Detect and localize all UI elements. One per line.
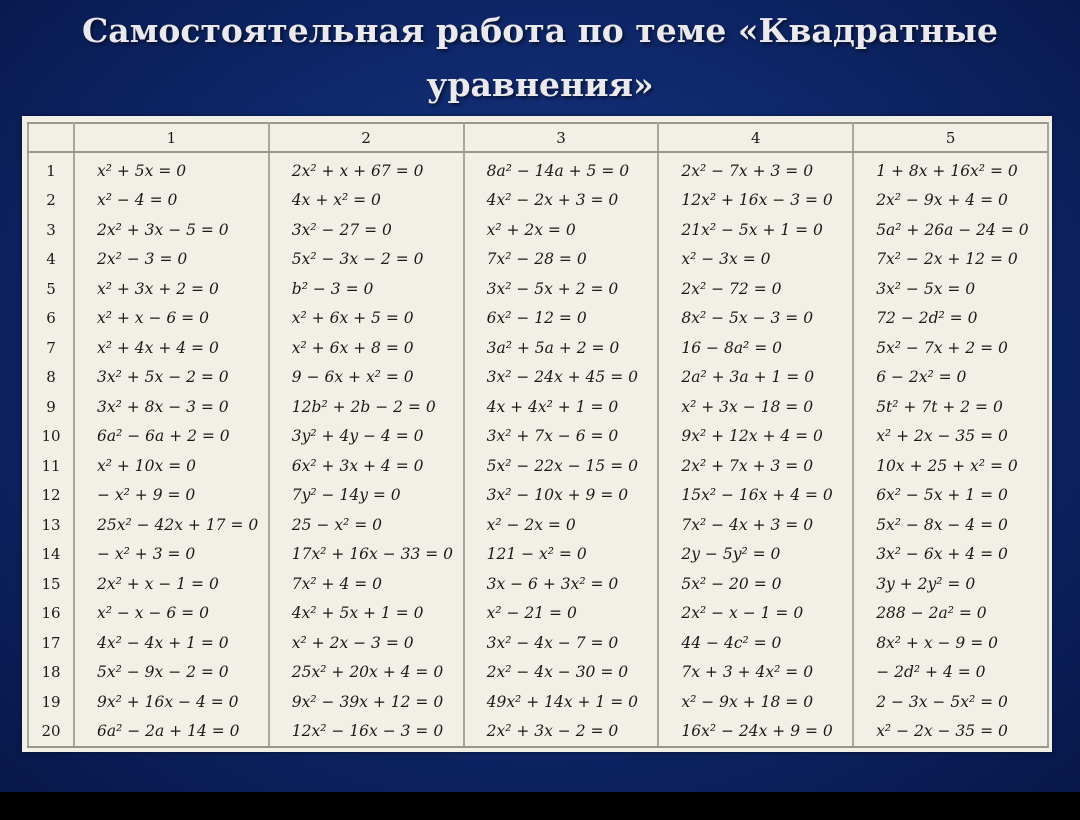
equation-cell: x² + 3x − 18 = 0 xyxy=(658,392,853,422)
equation-cell: 5x² − 22x − 15 = 0 xyxy=(464,451,659,481)
equation-cell: 12x² + 16x − 3 = 0 xyxy=(658,186,853,216)
equation-cell: 10x + 25 + x² = 0 xyxy=(853,451,1048,481)
row-number: 5 xyxy=(28,274,74,304)
equation-cell: x² + 6x + 8 = 0 xyxy=(269,333,464,363)
equation-cell: 121 − x² = 0 xyxy=(464,540,659,570)
equation-cell: 3x² + 8x − 3 = 0 xyxy=(74,392,269,422)
row-number: 8 xyxy=(28,363,74,393)
equation-cell: 2x² + 3x − 5 = 0 xyxy=(74,215,269,245)
equation-cell: 3x² − 5x = 0 xyxy=(853,274,1048,304)
table-row xyxy=(28,687,1048,717)
equation-cell: 5x² − 20 = 0 xyxy=(658,569,853,599)
row-number: 4 xyxy=(28,245,74,275)
equation-cell: 4x + x² = 0 xyxy=(269,186,464,216)
equation-cell: 9x² + 12x + 4 = 0 xyxy=(658,422,853,452)
equation-cell: 2a² + 3a + 1 = 0 xyxy=(658,363,853,393)
slide-title xyxy=(0,4,1080,112)
equation-cell: 7x² + 4 = 0 xyxy=(269,569,464,599)
equation-cell: 2x² − 7x + 3 = 0 xyxy=(658,152,853,186)
equation-cell: x² − 4 = 0 xyxy=(74,186,269,216)
row-number: 7 xyxy=(28,333,74,363)
equation-cell: 3x² − 6x + 4 = 0 xyxy=(853,540,1048,570)
equation-cell: 5x² − 7x + 2 = 0 xyxy=(853,333,1048,363)
equation-cell: 2x² + 7x + 3 = 0 xyxy=(658,451,853,481)
table-row xyxy=(28,510,1048,540)
table-row xyxy=(28,599,1048,629)
equation-cell: x² + 5x = 0 xyxy=(74,152,269,186)
row-number: 17 xyxy=(28,628,74,658)
table-row xyxy=(28,152,1048,186)
table-row xyxy=(28,274,1048,304)
equation-cell: 12x² − 16x − 3 = 0 xyxy=(269,717,464,748)
equation-cell: 7x² − 28 = 0 xyxy=(464,245,659,275)
equation-cell: 2x² − 3 = 0 xyxy=(74,245,269,275)
table-row xyxy=(28,186,1048,216)
header-corner xyxy=(28,123,74,152)
equation-cell: x² + 3x + 2 = 0 xyxy=(74,274,269,304)
row-number: 9 xyxy=(28,392,74,422)
row-number: 10 xyxy=(28,422,74,452)
table-row xyxy=(28,481,1048,511)
equation-cell: 288 − 2a² = 0 xyxy=(853,599,1048,629)
row-number: 16 xyxy=(28,599,74,629)
equation-cell: 16 − 8a² = 0 xyxy=(658,333,853,363)
row-number: 3 xyxy=(28,215,74,245)
equation-cell: x² + 4x + 4 = 0 xyxy=(74,333,269,363)
row-number: 13 xyxy=(28,510,74,540)
equation-cell: 2 − 3x − 5x² = 0 xyxy=(853,687,1048,717)
equation-cell: x² − 9x + 18 = 0 xyxy=(658,687,853,717)
table-row xyxy=(28,215,1048,245)
equation-cell: b² − 3 = 0 xyxy=(269,274,464,304)
row-number: 11 xyxy=(28,451,74,481)
equation-cell: 15x² − 16x + 4 = 0 xyxy=(658,481,853,511)
equation-cell: 3x² + 5x − 2 = 0 xyxy=(74,363,269,393)
equation-cell: x² + 10x = 0 xyxy=(74,451,269,481)
equation-cell: 2x² − x − 1 = 0 xyxy=(658,599,853,629)
equation-cell: 9 − 6x + x² = 0 xyxy=(269,363,464,393)
row-number: 1 xyxy=(28,152,74,186)
equation-cell: x² + x − 6 = 0 xyxy=(74,304,269,334)
equation-cell: x² − x − 6 = 0 xyxy=(74,599,269,629)
equation-cell: 17x² + 16x − 33 = 0 xyxy=(269,540,464,570)
column-header-4: 4 xyxy=(658,123,853,152)
table-row xyxy=(28,363,1048,393)
equation-cell: − 2d² + 4 = 0 xyxy=(853,658,1048,688)
equation-cell: 3y + 2y² = 0 xyxy=(853,569,1048,599)
equation-cell: x² − 2x − 35 = 0 xyxy=(853,717,1048,748)
equation-cell: 25x² − 42x + 17 = 0 xyxy=(74,510,269,540)
table-row xyxy=(28,658,1048,688)
row-number: 12 xyxy=(28,481,74,511)
equation-cell: 5x² − 3x − 2 = 0 xyxy=(269,245,464,275)
equations-table xyxy=(27,122,1049,748)
equation-cell: x² − 3x = 0 xyxy=(658,245,853,275)
equation-cell: x² + 2x = 0 xyxy=(464,215,659,245)
row-number: 20 xyxy=(28,717,74,748)
equation-cell: 4x² + 5x + 1 = 0 xyxy=(269,599,464,629)
table-row xyxy=(28,569,1048,599)
equation-cell: 7x² − 4x + 3 = 0 xyxy=(658,510,853,540)
equation-cell: 44 − 4c² = 0 xyxy=(658,628,853,658)
equation-cell: 3x − 6 + 3x² = 0 xyxy=(464,569,659,599)
equation-cell: 7x + 3 + 4x² = 0 xyxy=(658,658,853,688)
equation-cell: 8a² − 14a + 5 = 0 xyxy=(464,152,659,186)
equation-cell: 5x² − 9x − 2 = 0 xyxy=(74,658,269,688)
equation-cell: − x² + 3 = 0 xyxy=(74,540,269,570)
equation-cell: x² − 21 = 0 xyxy=(464,599,659,629)
table-row xyxy=(28,304,1048,334)
equation-cell: − x² + 9 = 0 xyxy=(74,481,269,511)
table-row xyxy=(28,245,1048,275)
equation-cell: 7x² − 2x + 12 = 0 xyxy=(853,245,1048,275)
row-number: 2 xyxy=(28,186,74,216)
equation-cell: x² + 2x − 3 = 0 xyxy=(269,628,464,658)
equation-cell: 5t² + 7t + 2 = 0 xyxy=(853,392,1048,422)
table-row xyxy=(28,392,1048,422)
equation-cell: 49x² + 14x + 1 = 0 xyxy=(464,687,659,717)
equation-cell: 3x² − 10x + 9 = 0 xyxy=(464,481,659,511)
equation-cell: 2y − 5y² = 0 xyxy=(658,540,853,570)
equation-cell: 3x² + 7x − 6 = 0 xyxy=(464,422,659,452)
equation-cell: 3a² + 5a + 2 = 0 xyxy=(464,333,659,363)
equation-cell: 16x² − 24x + 9 = 0 xyxy=(658,717,853,748)
equation-cell: 72 − 2d² = 0 xyxy=(853,304,1048,334)
equation-cell: 6a² − 6a + 2 = 0 xyxy=(74,422,269,452)
equation-cell: 2x² + x + 67 = 0 xyxy=(269,152,464,186)
equation-cell: 6x² − 12 = 0 xyxy=(464,304,659,334)
equation-cell: 7y² − 14y = 0 xyxy=(269,481,464,511)
worksheet-image xyxy=(22,116,1052,752)
table-body xyxy=(28,152,1048,747)
equation-cell: x² + 6x + 5 = 0 xyxy=(269,304,464,334)
equation-cell: 2x² − 9x + 4 = 0 xyxy=(853,186,1048,216)
table-row xyxy=(28,540,1048,570)
equation-cell: 9x² − 39x + 12 = 0 xyxy=(269,687,464,717)
table-row xyxy=(28,422,1048,452)
equation-cell: 5a² + 26a − 24 = 0 xyxy=(853,215,1048,245)
equation-cell: 6x² − 5x + 1 = 0 xyxy=(853,481,1048,511)
column-header-5: 5 xyxy=(853,123,1048,152)
equation-cell: 8x² + x − 9 = 0 xyxy=(853,628,1048,658)
equation-cell: 3x² − 4x − 7 = 0 xyxy=(464,628,659,658)
equation-cell: x² − 2x = 0 xyxy=(464,510,659,540)
equation-cell: 21x² − 5x + 1 = 0 xyxy=(658,215,853,245)
row-number: 6 xyxy=(28,304,74,334)
row-number: 18 xyxy=(28,658,74,688)
title-line-2: уравнения» xyxy=(426,65,654,104)
bottom-black-bar xyxy=(0,792,1080,820)
equation-cell: 6x² + 3x + 4 = 0 xyxy=(269,451,464,481)
equation-cell: 2x² − 4x − 30 = 0 xyxy=(464,658,659,688)
equation-cell: 2x² + 3x − 2 = 0 xyxy=(464,717,659,748)
equation-cell: 25x² + 20x + 4 = 0 xyxy=(269,658,464,688)
equation-cell: 2x² − 72 = 0 xyxy=(658,274,853,304)
table-row xyxy=(28,717,1048,748)
equation-cell: 6 − 2x² = 0 xyxy=(853,363,1048,393)
equation-cell: 5x² − 8x − 4 = 0 xyxy=(853,510,1048,540)
equation-cell: 12b² + 2b − 2 = 0 xyxy=(269,392,464,422)
equation-cell: 25 − x² = 0 xyxy=(269,510,464,540)
column-header-2: 2 xyxy=(269,123,464,152)
table-header-row xyxy=(28,123,1048,152)
equation-cell: 9x² + 16x − 4 = 0 xyxy=(74,687,269,717)
equation-cell: 6a² − 2a + 14 = 0 xyxy=(74,717,269,748)
column-header-1: 1 xyxy=(74,123,269,152)
row-number: 15 xyxy=(28,569,74,599)
equation-cell: 4x + 4x² + 1 = 0 xyxy=(464,392,659,422)
equation-cell: 4x² − 2x + 3 = 0 xyxy=(464,186,659,216)
table-row xyxy=(28,451,1048,481)
equation-cell: 4x² − 4x + 1 = 0 xyxy=(74,628,269,658)
column-header-3: 3 xyxy=(464,123,659,152)
table-row xyxy=(28,628,1048,658)
row-number: 14 xyxy=(28,540,74,570)
equation-cell: x² + 2x − 35 = 0 xyxy=(853,422,1048,452)
equation-cell: 2x² + x − 1 = 0 xyxy=(74,569,269,599)
equation-cell: 3x² − 24x + 45 = 0 xyxy=(464,363,659,393)
equation-cell: 3y² + 4y − 4 = 0 xyxy=(269,422,464,452)
title-line-1: Самостоятельная работа по теме «Квадратные xyxy=(82,11,998,50)
row-number: 19 xyxy=(28,687,74,717)
equation-cell: 3x² − 5x + 2 = 0 xyxy=(464,274,659,304)
table-row xyxy=(28,333,1048,363)
equation-cell: 1 + 8x + 16x² = 0 xyxy=(853,152,1048,186)
equation-cell: 8x² − 5x − 3 = 0 xyxy=(658,304,853,334)
equation-cell: 3x² − 27 = 0 xyxy=(269,215,464,245)
